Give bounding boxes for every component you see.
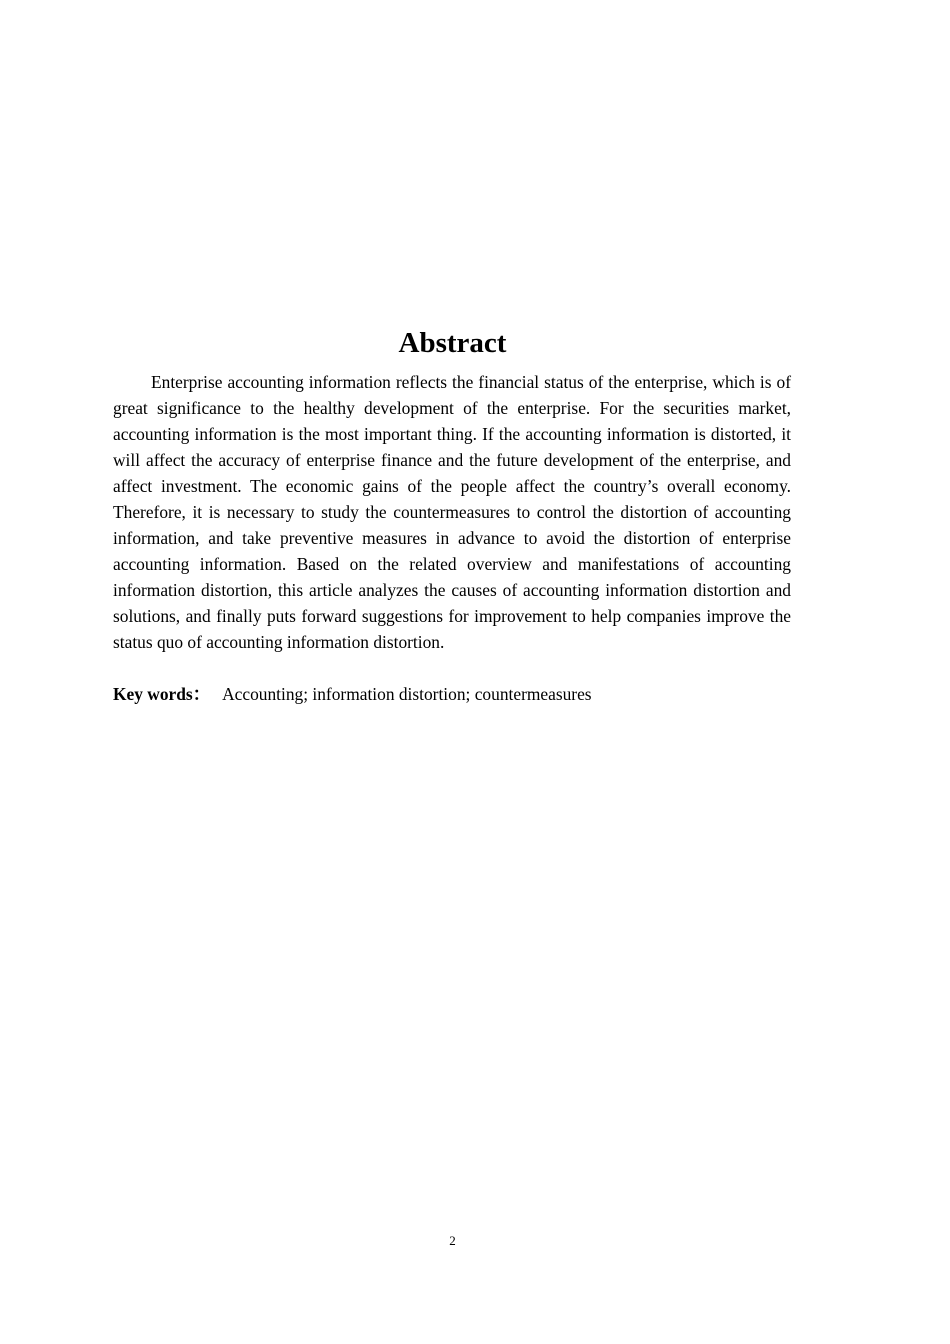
page-number: 2	[449, 1233, 456, 1248]
abstract-title: Abstract	[398, 327, 507, 359]
keywords-line	[113, 681, 791, 707]
keywords-label: Key words：	[113, 684, 211, 704]
abstract-body: Enterprise accounting information reflects the financial status of the enterprise, which is of great significance to the healthy development of the enterprise. For the securities market, accounting information is the most important thing. If the accounting information is distorted, it will affect the accuracy of enterprise finance and the future development of the enterprise, and affect investment. The economic gains of the people affect the country’s overall economy. Therefore, it is necessary to study the countermeasures to control the distortion of accounting information, and take preventive measures in advance to avoid the distortion of enterprise accounting information. Based on the related overview and manifestations of accounting information distortion, this article analyzes the causes of accounting information distortion and solutions, and finally puts forward suggestions for improvement to help companies improve the status quo of accounting information distortion.	[113, 372, 791, 652]
keywords-value: Accounting; information distortion; countermeasures	[222, 684, 592, 704]
